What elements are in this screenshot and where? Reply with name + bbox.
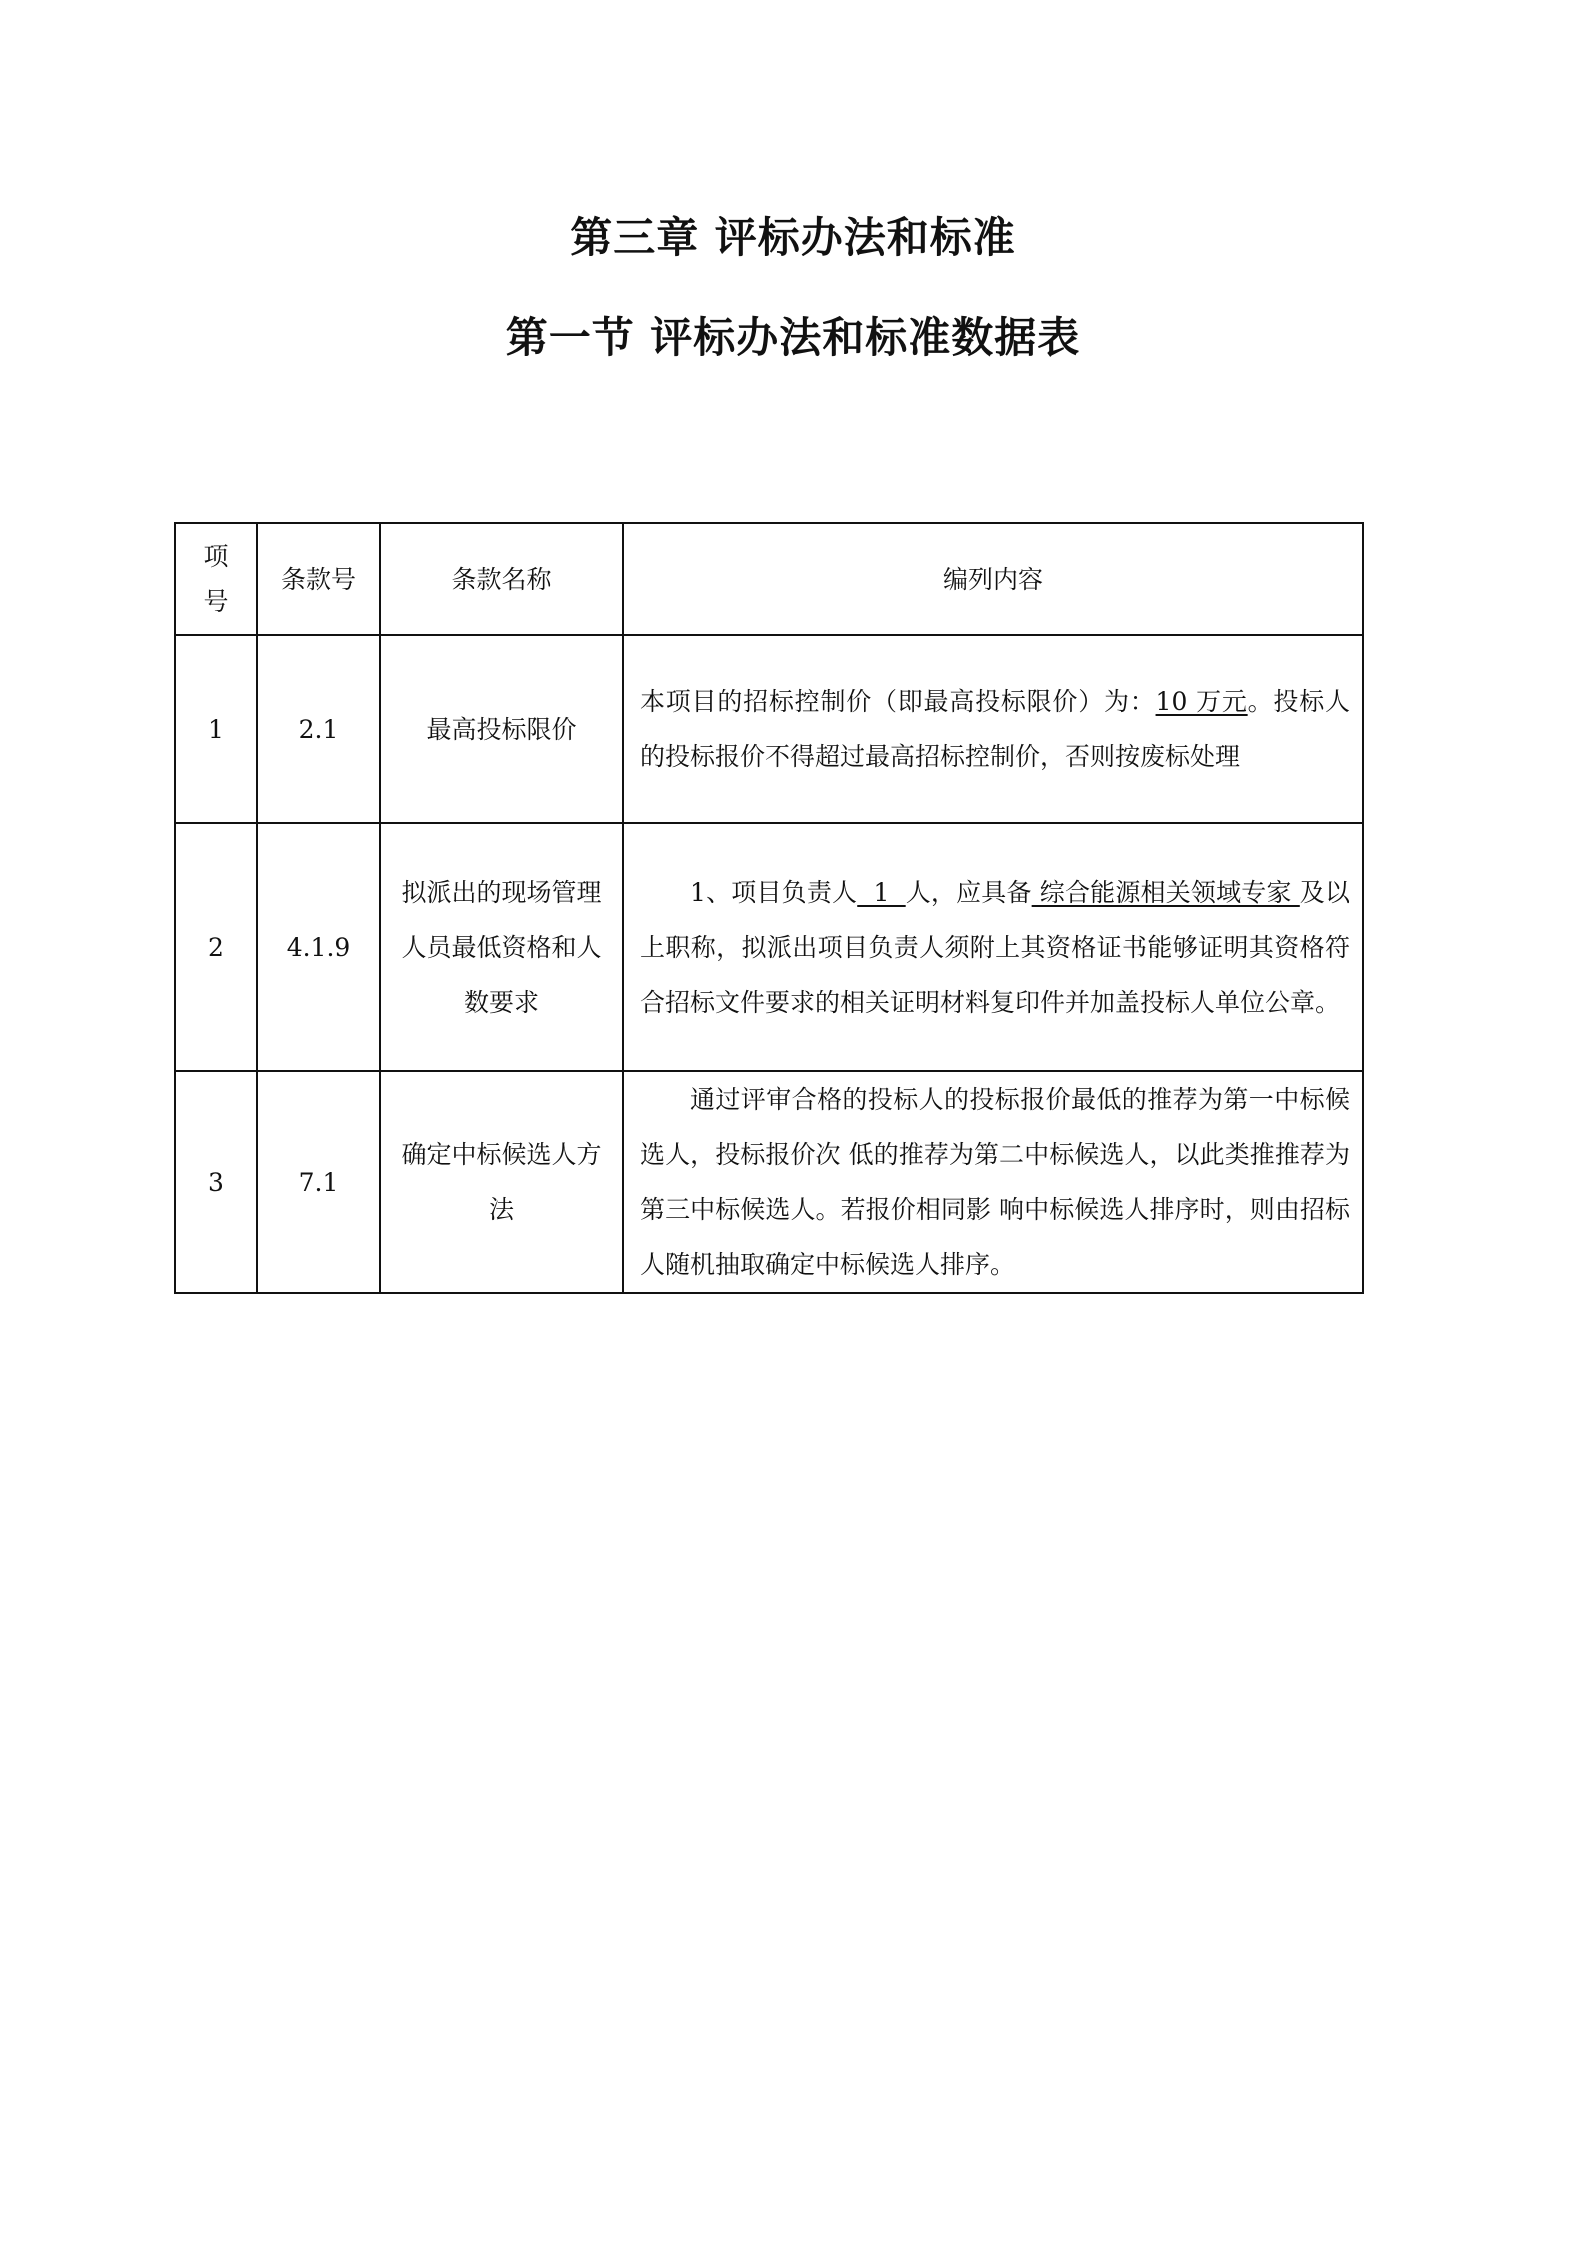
qualification-value: 综合能源相关领域专家 [1031, 877, 1300, 907]
row-item-no: 2 [175, 823, 257, 1071]
table-row [175, 635, 1363, 823]
row-clause-name: 拟派出的现场管理人员最低资格和人数要求 [380, 823, 623, 1071]
personnel-count: 1 [857, 877, 906, 907]
header-item-no: 项号 [175, 523, 257, 635]
header-content: 编列内容 [623, 523, 1363, 635]
content-text: 及以上职称，拟派出项目负责人须附上其资格证书能够证明其资格符合招标文件要求的相关证明材料复印件并加盖投标人单位公章。 [640, 877, 1350, 1017]
content-text: 1、项目负责人 [690, 877, 858, 907]
table-header-row [175, 523, 1363, 635]
header-clause-no: 条款号 [257, 523, 380, 635]
content-text: 人，应具备 [905, 877, 1032, 907]
content-text: 。投标人的投标报价不得超过最高招标控制价，否则按废标处理 [640, 687, 1350, 771]
table-row [175, 823, 1363, 1071]
row-clause-no: 4.1.9 [257, 823, 380, 1071]
row-item-no: 3 [175, 1071, 257, 1293]
row-clause-name: 最高投标限价 [380, 635, 623, 823]
table-row [175, 1071, 1363, 1293]
section-title: 第一节 评标办法和标准数据表 [505, 313, 1081, 362]
price-value: 10 万元 [1155, 687, 1248, 716]
row-clause-no: 2.1 [257, 635, 380, 823]
content-paragraph [640, 865, 1350, 1030]
content-paragraph: 通过评审合格的投标人的投标报价最低的推荐为第一中标候选人，投标报价次 低的推荐为第二中标候选人，以此类推推荐为第三中标候选人。若报价相同影 响中标候选人排序时，则由招标人随机抽取确定中标候选人排序。 [640, 1085, 1350, 1279]
chapter-title: 第三章 评标办法和标准 [570, 213, 1016, 262]
row-content [623, 823, 1363, 1071]
row-content [623, 1071, 1363, 1293]
header-clause-name: 条款名称 [380, 523, 623, 635]
row-clause-name: 确定中标候选人方法 [380, 1071, 623, 1293]
content-text: 本项目的招标控制价（即最高投标限价）为： [640, 687, 1156, 716]
row-clause-no: 7.1 [257, 1071, 380, 1293]
row-item-no: 1 [175, 635, 257, 823]
row-content [623, 635, 1363, 823]
evaluation-data-table [174, 522, 1364, 1294]
